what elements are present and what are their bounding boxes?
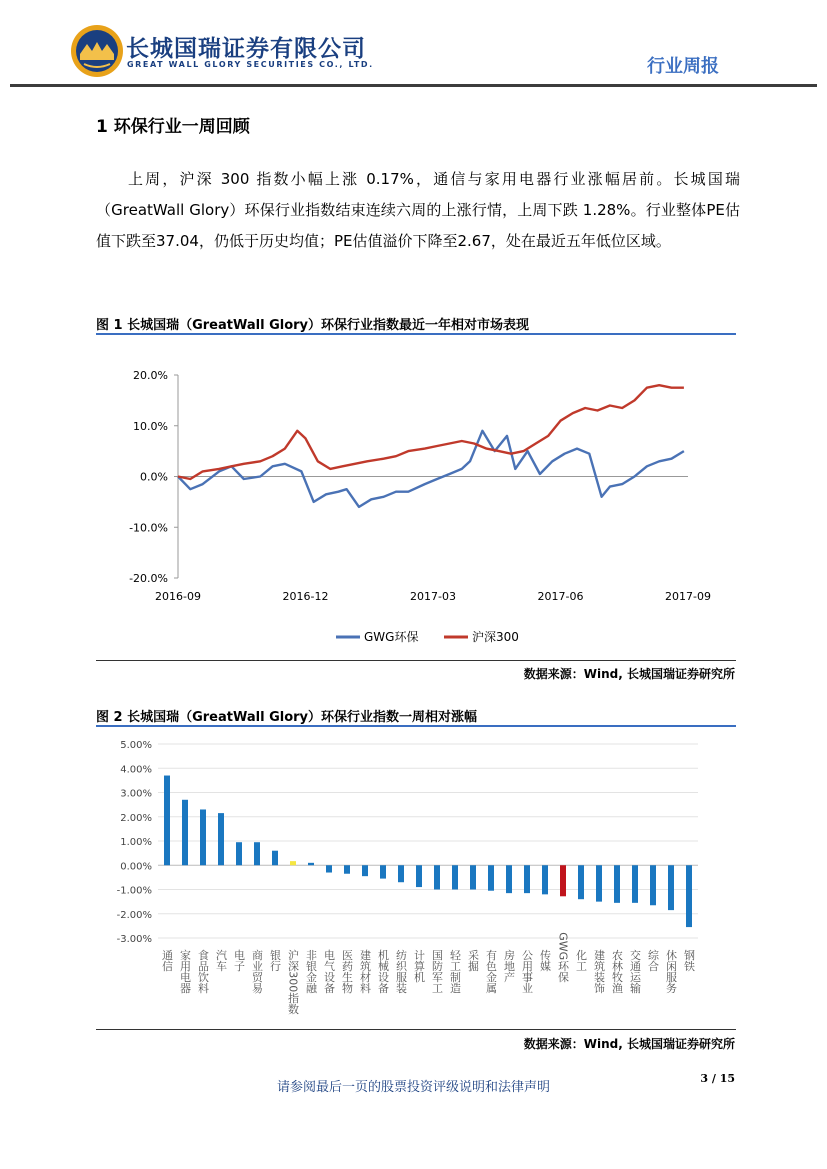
bar-18 xyxy=(470,865,476,889)
category-label: 电子 xyxy=(232,949,246,972)
bar-20 xyxy=(506,865,512,893)
figure2-top-rule xyxy=(96,725,736,727)
bar-2 xyxy=(182,800,188,865)
x-tick-label: 2017-03 xyxy=(410,590,456,603)
y-tick-label: 0.00% xyxy=(120,861,152,873)
category-label: 食品饮料 xyxy=(196,949,210,994)
category-label: 建筑材料 xyxy=(358,949,372,994)
bar-27 xyxy=(632,865,638,903)
category-label: 化工 xyxy=(574,949,588,972)
company-name-en: GREAT WALL GLORY SECURITIES CO., LTD. xyxy=(127,60,374,69)
bar-7 xyxy=(272,851,278,866)
category-label: 综合 xyxy=(646,949,660,972)
bar-19 xyxy=(488,865,494,890)
series-line-hs300 xyxy=(178,385,684,479)
category-label: 交通运输 xyxy=(628,949,642,994)
figure2-source: 数据来源：Wind, 长城国瑞证券研究所 xyxy=(523,1037,735,1051)
bar-29 xyxy=(668,865,674,910)
category-label: 国防军工 xyxy=(430,949,444,994)
category-label: 计算机 xyxy=(412,949,426,983)
x-tick-label: 2016-12 xyxy=(282,590,329,603)
bar-28 xyxy=(650,865,656,905)
series-line-gwg xyxy=(178,431,684,507)
footer-disclaimer: 请参阅最后一页的股票投资评级说明和法律声明 xyxy=(276,1080,550,1095)
page-header xyxy=(0,0,827,90)
category-label: 采掘 xyxy=(466,949,480,972)
bar-13 xyxy=(380,865,386,878)
y-tick-label: -10.0% xyxy=(129,521,168,535)
bar-5 xyxy=(236,842,242,865)
y-tick-label: 3.00% xyxy=(120,788,152,800)
y-tick-label: -1.00% xyxy=(116,885,152,897)
bar-17 xyxy=(452,865,458,889)
body-paragraph: 上周，沪深 300 指数小幅上涨 0.17%，通信与家用电器行业涨幅居前。长城国瑞（GreatWall Glory）环保行业指数结束连续六周的上涨行情，上周下跌 1.28%。行业整体PE估值下跌至37.04，仍低于历史均值；PE估值溢价下降至2.67，处在最近五年低位区域。 xyxy=(96,170,740,250)
category-label: 休闲服务 xyxy=(664,949,678,994)
page-number: 3 / 15 xyxy=(700,1072,735,1085)
x-tick-label: 2017-09 xyxy=(665,590,711,603)
header-divider xyxy=(10,84,817,87)
category-label: 医药生物 xyxy=(340,949,354,994)
category-label: 钢铁 xyxy=(682,949,696,972)
bar-16 xyxy=(434,865,440,889)
bar-26 xyxy=(614,865,620,903)
figure2-title: 图 2 长城国瑞（GreatWall Glory）环保行业指数一周相对涨幅 xyxy=(96,710,478,725)
category-label: 沪深300指数 xyxy=(286,949,300,1015)
category-label: 轻工制造 xyxy=(448,949,462,994)
section-title: 1 环保行业一周回顾 xyxy=(96,117,250,137)
bar-3 xyxy=(200,809,206,865)
legend-label-1: 沪深300 xyxy=(472,630,519,644)
company-logo-icon xyxy=(70,24,124,78)
category-label: 房地产 xyxy=(502,949,516,983)
y-tick-label: 2.00% xyxy=(120,812,152,824)
bar-25 xyxy=(596,865,602,901)
figure1-bottom-rule xyxy=(96,660,736,661)
y-tick-label: -2.00% xyxy=(116,909,152,921)
bar-12 xyxy=(362,865,368,876)
y-tick-label: 1.00% xyxy=(120,837,152,848)
category-label: 有色金属 xyxy=(484,949,498,994)
bar-23 xyxy=(560,865,566,896)
y-tick-label: 5.00% xyxy=(120,740,152,751)
category-label: 通信 xyxy=(160,949,174,972)
category-label: 建筑装饰 xyxy=(592,949,606,994)
bar-1 xyxy=(164,776,170,866)
figure1-top-rule xyxy=(96,333,736,335)
bar-11 xyxy=(344,865,350,873)
bar-22 xyxy=(542,865,548,894)
category-label: 银行 xyxy=(268,949,282,972)
y-tick-label: -20.0% xyxy=(129,572,168,585)
category-label: 汽车 xyxy=(214,949,228,972)
bar-30 xyxy=(686,865,692,927)
category-label: 纺织服装 xyxy=(394,949,408,994)
bar-4 xyxy=(218,813,224,865)
report-type: 行业周报 xyxy=(647,56,719,77)
bar-6 xyxy=(254,842,260,865)
bar-8 xyxy=(290,861,296,865)
category-label: 公用事业 xyxy=(520,949,534,994)
figure1-title: 图 1 长城国瑞（GreatWall Glory）环保行业指数最近一年相对市场表现 xyxy=(96,318,530,333)
category-label: 家用电器 xyxy=(178,949,192,994)
legend-label-0: GWG环保 xyxy=(364,630,419,644)
bar-14 xyxy=(398,865,404,882)
category-label: 农林牧渔 xyxy=(610,949,624,994)
bar-15 xyxy=(416,865,422,887)
y-tick-label: -3.00% xyxy=(116,934,152,945)
figure1-source: 数据来源：Wind, 长城国瑞证券研究所 xyxy=(523,667,735,681)
figure2-bottom-rule xyxy=(96,1029,736,1030)
y-tick-label: 10.0% xyxy=(133,419,168,433)
category-label: 商业贸易 xyxy=(250,949,264,994)
category-label: 机械设备 xyxy=(376,949,390,994)
bar-24 xyxy=(578,865,584,899)
category-label: 传媒 xyxy=(538,949,552,972)
x-tick-label: 2017-06 xyxy=(537,590,584,603)
bar-21 xyxy=(524,865,530,893)
x-tick-label: 2016-09 xyxy=(155,590,201,603)
y-tick-label: 0.0% xyxy=(140,470,168,484)
company-name-cn: 长城国瑞证券有限公司 xyxy=(126,36,366,62)
bar-9 xyxy=(308,863,314,865)
category-label: 电气设备 xyxy=(322,949,336,994)
y-tick-label: 4.00% xyxy=(120,764,152,776)
figure1-line-chart xyxy=(96,340,736,656)
category-label: GWG环保 xyxy=(556,932,570,983)
bar-10 xyxy=(326,865,332,872)
y-tick-label: 20.0% xyxy=(133,369,168,382)
category-label: 非银金融 xyxy=(304,949,318,994)
figure2-bar-chart xyxy=(96,730,736,1026)
